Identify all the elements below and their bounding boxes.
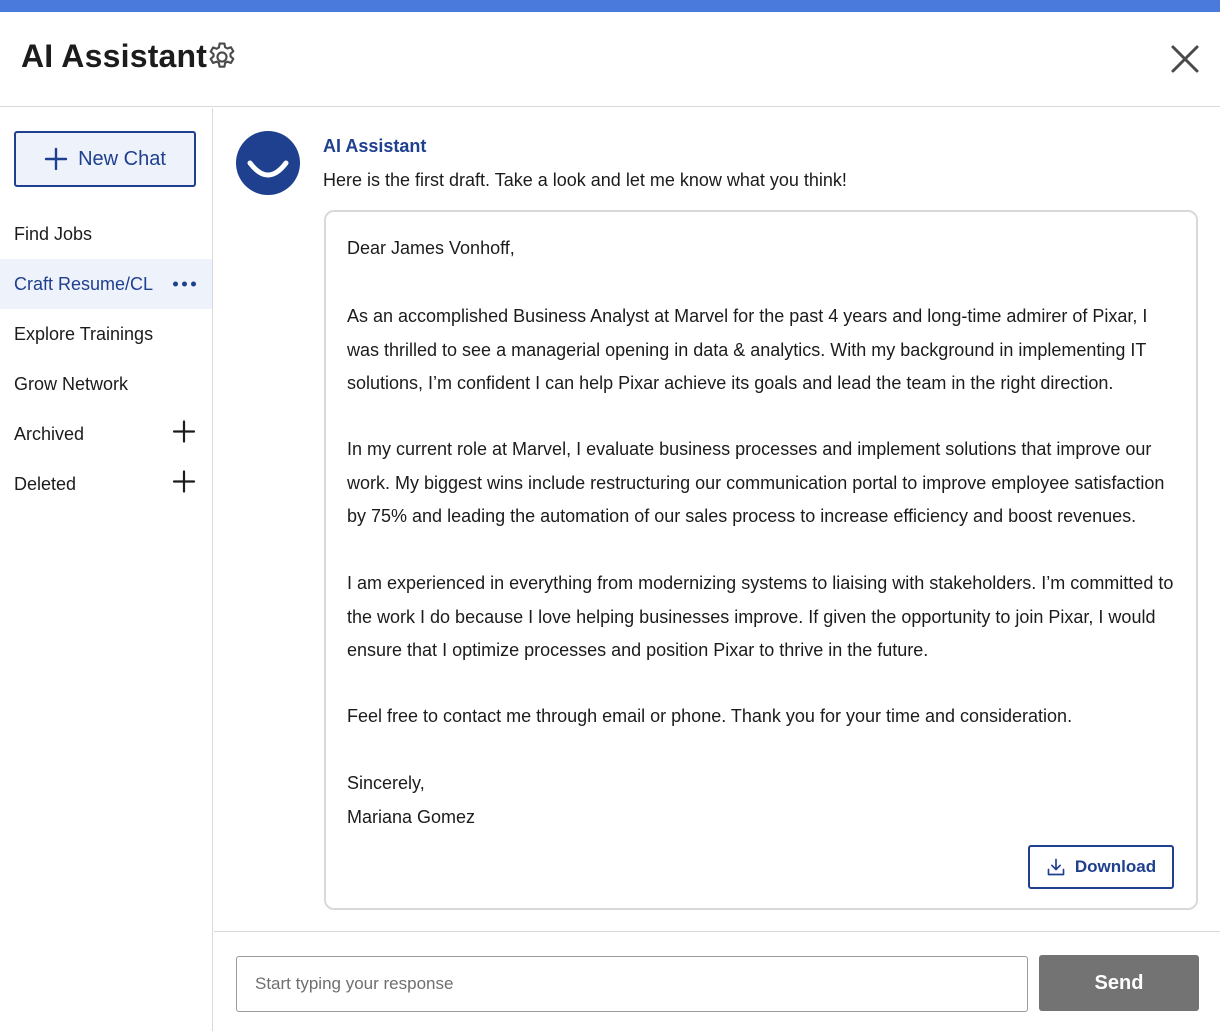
- cover-letter-card: [324, 210, 1198, 910]
- header: [0, 12, 1220, 107]
- gear-icon[interactable]: [205, 40, 239, 74]
- letter-signature: Mariana Gomez: [347, 807, 476, 827]
- download-icon: [1046, 857, 1066, 877]
- expand-plus-icon[interactable]: [172, 420, 196, 449]
- message-sender: AI Assistant: [323, 136, 427, 156]
- message-intro: Here is the first draft. Take a look and let me know what you think!: [323, 170, 847, 190]
- sidebar-item-explore-trainings[interactable]: [0, 309, 212, 359]
- download-label: Download: [1074, 857, 1157, 876]
- assistant-avatar: [236, 131, 300, 195]
- chat-area: [214, 108, 1220, 931]
- letter-paragraph: As an accomplished Business Analyst at Marvel for the past 4 years and long-time admirer of Pixar, I was thrilled to see a managerial opening in data & analytics. With my background in implementing IT solutions, I’m confident I can help Pixar achieve its goals and lead the team in the right direction.: [347, 306, 1148, 393]
- close-icon[interactable]: [1168, 42, 1202, 76]
- sidebar-item-label: Deleted: [14, 473, 77, 494]
- expand-plus-icon[interactable]: [172, 470, 196, 499]
- more-options-icon[interactable]: [173, 282, 196, 287]
- sidebar-item-craft-resume[interactable]: [0, 259, 212, 309]
- send-button[interactable]: Send: [1039, 955, 1199, 1011]
- sidebar-item-label: Explore Trainings: [14, 323, 154, 344]
- sidebar-item-deleted[interactable]: [0, 459, 212, 509]
- sidebar-item-find-jobs[interactable]: [0, 209, 212, 259]
- new-chat-button[interactable]: [14, 131, 196, 187]
- letter-salutation: Dear James Vonhoff,: [347, 238, 515, 258]
- sidebar: [0, 108, 213, 1031]
- letter-closing: Sincerely,: [347, 773, 425, 793]
- sidebar-item-archived[interactable]: [0, 409, 212, 459]
- composer: [214, 931, 1220, 1031]
- response-input[interactable]: [236, 956, 1028, 1012]
- smile-icon: [236, 131, 300, 195]
- letter-paragraph: I am experienced in everything from modernizing systems to liaising with stakeholders. I’m committed to the work I do because I love helping businesses improve. If given the opportunity to join Pixar, I would ensure that I optimize processes and position Pixar to thrive in the future.: [347, 573, 1174, 660]
- sidebar-item-grow-network[interactable]: [0, 359, 212, 409]
- download-button[interactable]: [1028, 845, 1174, 889]
- sidebar-item-label: Archived: [14, 423, 85, 444]
- sidebar-item-label: Find Jobs: [14, 223, 93, 244]
- page-title: AI Assistant: [21, 38, 208, 74]
- letter-paragraph: In my current role at Marvel, I evaluate business processes and implement solutions that improve our work. My biggest wins include restructuring our communication portal to improve employee satisfaction by 75% and leading the automation of our sales process to increase efficiency and boost revenues.: [347, 439, 1165, 526]
- plus-icon: [44, 147, 68, 171]
- top-accent-bar: [0, 0, 1220, 12]
- new-chat-label: New Chat: [78, 147, 166, 170]
- sidebar-item-label: Grow Network: [14, 373, 129, 394]
- letter-paragraph: Feel free to contact me through email or phone. Thank you for your time and consideration.: [347, 706, 1073, 726]
- sidebar-item-label: Craft Resume/CL: [14, 273, 154, 294]
